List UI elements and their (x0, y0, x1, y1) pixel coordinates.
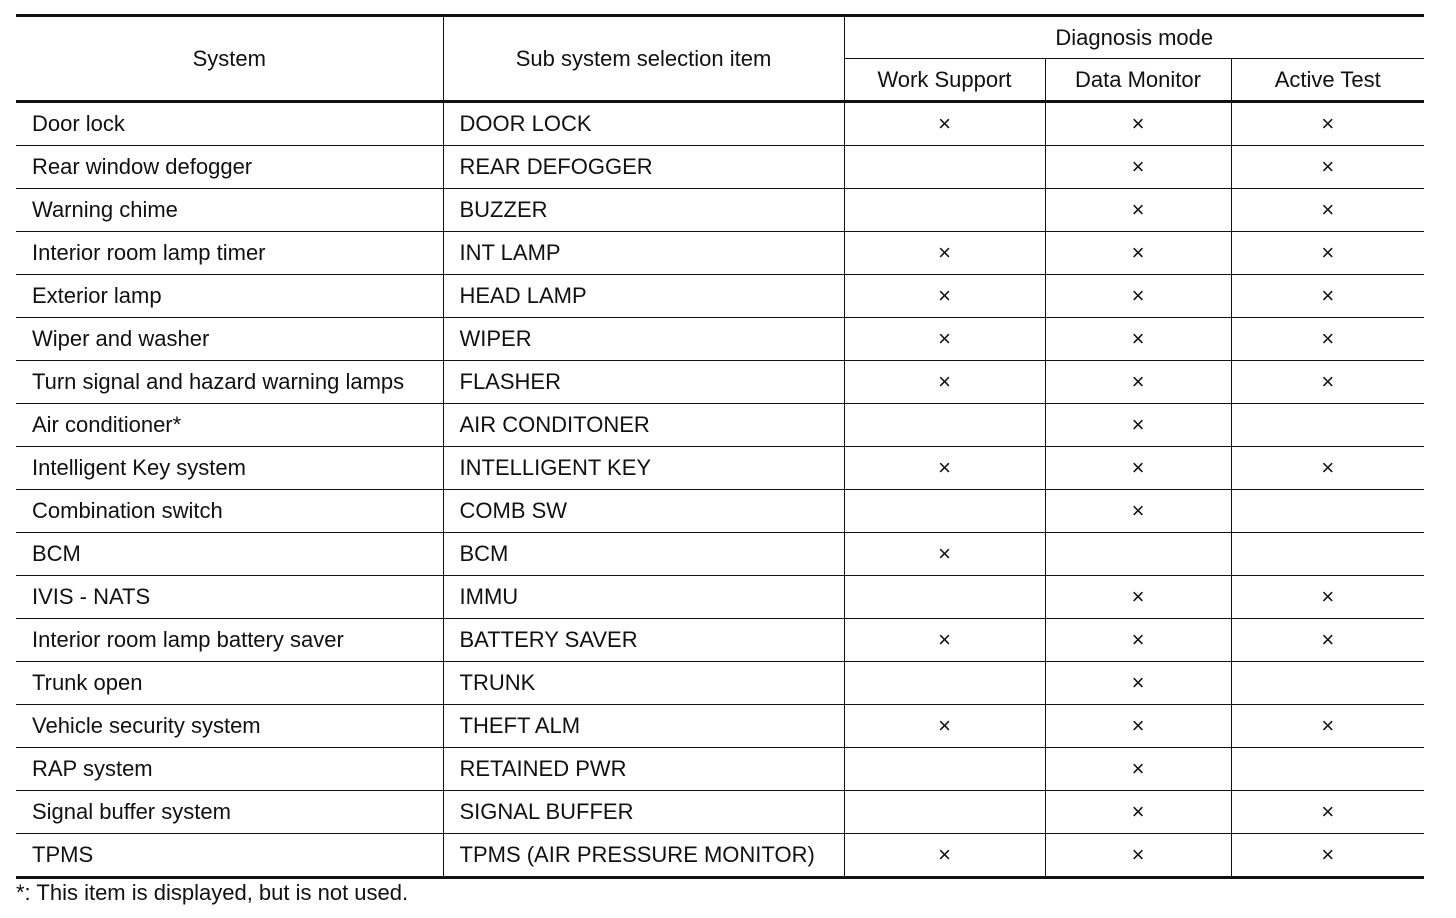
work-support-cell: × (844, 361, 1045, 404)
work-support-cell: × (844, 447, 1045, 490)
table-row (16, 576, 1424, 619)
work-support-cell (844, 146, 1045, 189)
work-support-cell (844, 490, 1045, 533)
sub-system-cell: FLASHER (443, 361, 844, 404)
work-support-cell (844, 662, 1045, 705)
header-sub-system: Sub system selection item (443, 16, 844, 102)
system-cell: TPMS (16, 834, 443, 878)
work-support-cell (844, 748, 1045, 791)
active-test-cell: × (1231, 705, 1424, 748)
active-test-cell: × (1231, 318, 1424, 361)
data-monitor-cell: × (1045, 146, 1231, 189)
work-support-cell: × (844, 533, 1045, 576)
work-support-cell: × (844, 232, 1045, 275)
work-support-cell: × (844, 705, 1045, 748)
work-support-cell (844, 576, 1045, 619)
system-cell: Rear window defogger (16, 146, 443, 189)
work-support-cell: × (844, 834, 1045, 878)
system-cell: Exterior lamp (16, 275, 443, 318)
data-monitor-cell: × (1045, 705, 1231, 748)
sub-system-cell: AIR CONDITONER (443, 404, 844, 447)
work-support-cell: × (844, 102, 1045, 146)
footnote: *: This item is displayed, but is not used. (16, 880, 409, 905)
system-cell: Vehicle security system (16, 705, 443, 748)
table-row (16, 232, 1424, 275)
active-test-cell: × (1231, 576, 1424, 619)
table-row (16, 189, 1424, 232)
data-monitor-cell: × (1045, 318, 1231, 361)
work-support-cell: × (844, 318, 1045, 361)
system-cell: Interior room lamp timer (16, 232, 443, 275)
sub-system-cell: SIGNAL BUFFER (443, 791, 844, 834)
system-cell: Trunk open (16, 662, 443, 705)
sub-system-cell: TRUNK (443, 662, 844, 705)
diagnosis-mode-table (16, 14, 1424, 879)
system-cell: BCM (16, 533, 443, 576)
header-diagnosis-mode: Diagnosis mode (844, 16, 1424, 59)
data-monitor-cell: × (1045, 275, 1231, 318)
sub-system-cell: RETAINED PWR (443, 748, 844, 791)
data-monitor-cell: × (1045, 834, 1231, 878)
sub-system-cell: BCM (443, 533, 844, 576)
table-row (16, 146, 1424, 189)
work-support-cell (844, 189, 1045, 232)
active-test-cell (1231, 404, 1424, 447)
system-cell: Air conditioner* (16, 404, 443, 447)
system-cell: IVIS - NATS (16, 576, 443, 619)
active-test-cell: × (1231, 232, 1424, 275)
table-row (16, 275, 1424, 318)
table-row (16, 791, 1424, 834)
sub-system-cell: THEFT ALM (443, 705, 844, 748)
work-support-cell (844, 791, 1045, 834)
work-support-cell: × (844, 275, 1045, 318)
sub-system-cell: IMMU (443, 576, 844, 619)
data-monitor-cell (1045, 533, 1231, 576)
data-monitor-cell: × (1045, 102, 1231, 146)
table-row (16, 748, 1424, 791)
data-monitor-cell: × (1045, 447, 1231, 490)
data-monitor-cell: × (1045, 791, 1231, 834)
data-monitor-cell: × (1045, 662, 1231, 705)
header-system: System (16, 16, 443, 102)
data-monitor-cell: × (1045, 576, 1231, 619)
table-row (16, 533, 1424, 576)
active-test-cell: × (1231, 102, 1424, 146)
header-data-monitor: Data Monitor (1045, 59, 1231, 102)
table-row (16, 705, 1424, 748)
table-row (16, 447, 1424, 490)
header-active-test: Active Test (1231, 59, 1424, 102)
work-support-cell: × (844, 619, 1045, 662)
table-row (16, 834, 1424, 878)
system-cell: Signal buffer system (16, 791, 443, 834)
data-monitor-cell: × (1045, 232, 1231, 275)
active-test-cell: × (1231, 275, 1424, 318)
table-body (16, 102, 1424, 878)
sub-system-cell: DOOR LOCK (443, 102, 844, 146)
header-work-support: Work Support (844, 59, 1045, 102)
sub-system-cell: COMB SW (443, 490, 844, 533)
data-monitor-cell: × (1045, 361, 1231, 404)
data-monitor-cell: × (1045, 404, 1231, 447)
data-monitor-cell: × (1045, 748, 1231, 791)
system-cell: RAP system (16, 748, 443, 791)
system-cell: Warning chime (16, 189, 443, 232)
active-test-cell: × (1231, 619, 1424, 662)
sub-system-cell: BATTERY SAVER (443, 619, 844, 662)
sub-system-cell: HEAD LAMP (443, 275, 844, 318)
table-row (16, 102, 1424, 146)
table-header (16, 16, 1424, 102)
sub-system-cell: INTELLIGENT KEY (443, 447, 844, 490)
table-row (16, 619, 1424, 662)
table-row (16, 318, 1424, 361)
data-monitor-cell: × (1045, 189, 1231, 232)
data-monitor-cell: × (1045, 619, 1231, 662)
sub-system-cell: BUZZER (443, 189, 844, 232)
system-cell: Wiper and washer (16, 318, 443, 361)
table-row (16, 662, 1424, 705)
system-cell: Combination switch (16, 490, 443, 533)
active-test-cell (1231, 662, 1424, 705)
sub-system-cell: WIPER (443, 318, 844, 361)
active-test-cell: × (1231, 361, 1424, 404)
active-test-cell: × (1231, 791, 1424, 834)
active-test-cell: × (1231, 189, 1424, 232)
table-row (16, 404, 1424, 447)
active-test-cell (1231, 490, 1424, 533)
system-cell: Door lock (16, 102, 443, 146)
table-row (16, 361, 1424, 404)
sub-system-cell: REAR DEFOGGER (443, 146, 844, 189)
table-row (16, 490, 1424, 533)
system-cell: Intelligent Key system (16, 447, 443, 490)
system-cell: Interior room lamp battery saver (16, 619, 443, 662)
active-test-cell: × (1231, 146, 1424, 189)
system-cell: Turn signal and hazard warning lamps (16, 361, 443, 404)
active-test-cell (1231, 533, 1424, 576)
active-test-cell: × (1231, 447, 1424, 490)
work-support-cell (844, 404, 1045, 447)
sub-system-cell: TPMS (AIR PRESSURE MONITOR) (443, 834, 844, 878)
active-test-cell: × (1231, 834, 1424, 878)
sub-system-cell: INT LAMP (443, 232, 844, 275)
active-test-cell (1231, 748, 1424, 791)
data-monitor-cell: × (1045, 490, 1231, 533)
